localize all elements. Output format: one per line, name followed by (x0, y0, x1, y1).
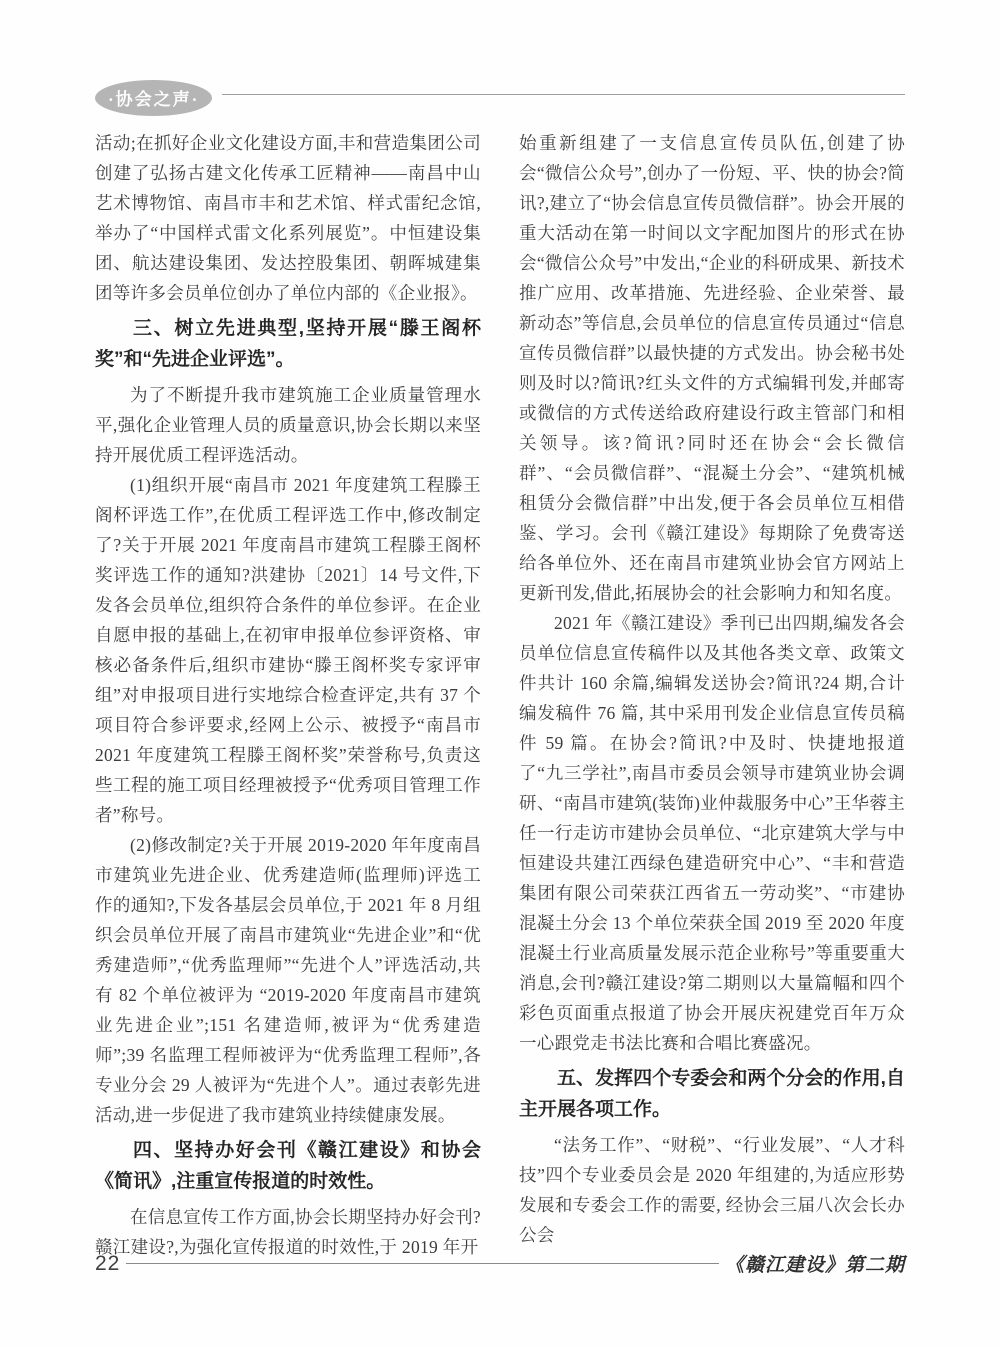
paragraph: 2021 年《赣江建设》季刊已出四期,编发各会员单位信息宣传稿件以及其他各类文章、政策文件共计 160 余篇,编辑发送协会?简讯?24 期,合计编发稿件 76 篇, 其中采用刊发企业信息宣传员稿件 59 篇。在协会?简讯?中及时、快捷地报道了“九三学社”,南昌市委员会领导市建筑业协会调研、“南昌市建筑(装饰)业仲裁服务中心”王华蓉主任一行走访市建协会员单位、“北京建筑大学与中恒建设共建江西绿色建造研究中心”、“丰和营造集团有限公司荣获江西省五一劳动奖”、“市建协混凝土分会 13 个单位荣获全国 2019 至 2020 年度混凝土行业高质量发展示范企业称号”等重要重大消息,会刊?赣江建设?第二期则以大量篇幅和四个彩色页面重点报道了协会开展庆祝建党百年万众一心跟党走书法比赛和合唱比赛盛况。 (519, 613, 905, 1053)
page-number: 22 (95, 1251, 121, 1275)
paragraph-continued: 始重新组建了一支信息宣传员队伍,创建了协会“微信公众号”,创办了一份短、平、快的协会?简讯?,建立了“协会信息宣传员微信群”。协会开展的重大活动在第一时间以文字配加图片的形式在协会“微信公众号”中发出,“企业的科研成果、新技术推广应用、改革措施、先进经验、企业荣誉、最新动态”等信息,会员单位的信息宣传员通过“信息宣传员微信群”以最快捷的方式发出。协会秘书处则及时以?简讯?红头文件的方式编辑刊发,并邮寄或微信的方式传送给政府建设行政主管部门和相关领导。该?简讯?同时还在协会“会长微信群”、“会员微信群”、“混凝土分会”、“建筑机械租赁分会微信群”中出发,便于各会员单位互相借鉴、学习。会刊《赣江建设》每期除了免费寄送给各单位外、还在南昌市建筑业协会官方网站上更新刊发,借此,拓展协会的社会影响力和知名度。 (519, 133, 905, 603)
page-header (95, 80, 905, 116)
text-columns (95, 128, 905, 1262)
header-rule (222, 94, 905, 95)
section-heading-four: 四、坚持办好会刊《赣江建设》和协会《简讯》,注重宣传报道的时效性。 (95, 1140, 481, 1192)
footer-rule (126, 1263, 719, 1264)
journal-name: 《赣江建设》第二期 (724, 1255, 905, 1276)
paragraph: 在信息宣传工作方面,协会长期坚持办好会刊?赣江建设?,为强化宣传报道的时效性,于 2019 年开 (95, 1207, 481, 1257)
paragraph: 为了不断提升我市建筑施工企业质量管理水平,强化企业管理人员的质量意识,协会长期以来坚持开展优质工程评选活动。 (95, 385, 481, 465)
page-footer (95, 1250, 905, 1277)
paragraph-item-1: (1)组织开展“南昌市 2021 年度建筑工程滕王阁杯评选工作”,在优质工程评选工作中,修改制定了?关于开展 2021 年度南昌市建筑工程滕王阁杯奖评选工作的通知?洪建协〔2021〕14 号文件,下发各会员单位,组织符合条件的单位参评。在企业自愿申报的基础上,在初审申报单位参评资格、审核必备条件后,组织市建协“滕王阁杯奖专家评审组”对申报项目进行实地综合检查评定,共有 37 个项目符合参评要求,经网上公示、被授予“南昌市 2021 年度建筑工程滕王阁杯奖”荣誉称号,负责这些工程的施工项目经理被授予“优秀项目管理工作者”称号。 (95, 475, 482, 825)
paragraph: “法务工作”、“财税”、“行业发展”、“人才科技”四个专业委员会是 2020 年组建的,为适应形势发展和专委会工作的需要, 经协会三届八次会长办公会 (519, 1135, 905, 1245)
section-heading-three: 三、树立先进典型,坚持开展“滕王阁杯奖”和“先进企业评选”。 (95, 318, 481, 370)
section-badge: ·协会之声· (95, 80, 212, 116)
paragraph-item-2: (2)修改制定?关于开展 2019-2020 年年度南昌市建筑业先进企业、优秀建造师(监理师)评选工作的通知?,下发各基层会员单位,于 2021 年 8 月组织会员单位开展了南昌市建筑业“先进企业”和“优秀建造师”,“优秀监理师”“先进个人”评选活动,共有 82 个单位被评为 “2019-2020 年度南昌市建筑业先进企业”;151 名建造师,被评为“优秀建造师”;39 名监理工程师被评为“优秀监理工程师”,各专业分会 29 人被评为“先进个人”。通过表彰先进活动,进一步促进了我市建筑业持续健康发展。 (95, 835, 481, 1125)
paragraph-continued: 活动;在抓好企业文化建设方面,丰和营造集团公司创建了弘扬古建文化传承工匠精神——南昌中山艺术博物馆、南昌市丰和艺术馆、样式雷纪念馆,举办了“中国样式雷文化系列展览”。中恒建设集团、航达建设集团、发达控股集团、朝晖城建集团等许多会员单位创办了单位内部的《企业报》。 (95, 133, 481, 303)
right-column (519, 128, 905, 1262)
section-heading-five: 五、发挥四个专委会和两个分会的作用,自主开展各项工作。 (519, 1068, 905, 1120)
left-column (95, 128, 481, 1262)
